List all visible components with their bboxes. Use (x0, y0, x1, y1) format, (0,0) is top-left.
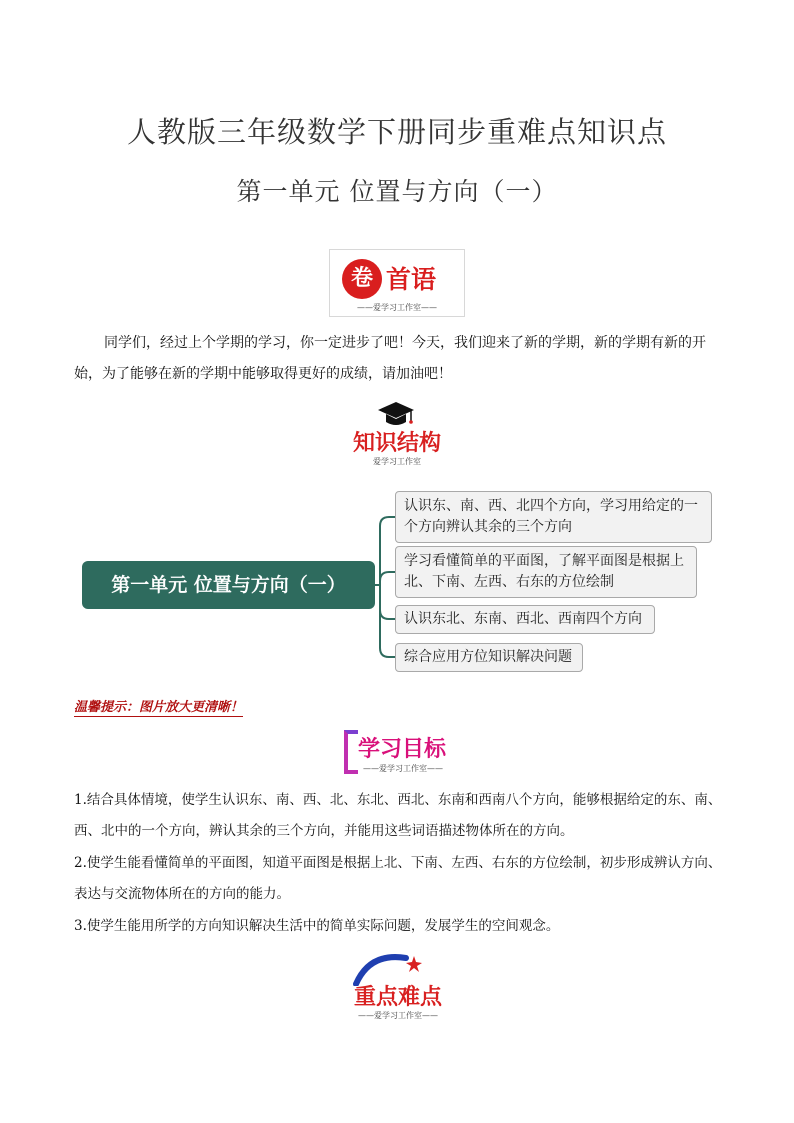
zhongdian-studio-label: ——爱学习工作室—— (358, 1011, 438, 1020)
xuexi-studio-label: ——爱学习工作室—— (363, 764, 443, 773)
xuexi-mubiao-badge (344, 730, 452, 776)
mindmap-root: 第一单元 位置与方向（一） (82, 561, 375, 609)
zhongdian-text: 重点难点 (353, 985, 442, 1010)
mindmap-node: 综合应用方位知识解决问题 (395, 643, 583, 672)
zhishi-jiegou-badge (340, 400, 454, 470)
intro-paragraph: 同学们，经过上个学期的学习，你一定进步了吧！今天，我们迎来了新的学期，新的学期有新的开始，为了能够在新的学期中能够取得更好的成绩，请加油吧！ (74, 335, 706, 382)
main-title: 人教版三年级数学下册同步重难点知识点 (126, 115, 667, 149)
zhongdian-nandian-badge (342, 950, 454, 1020)
zhishi-studio-label: 爱学习工作室 (373, 457, 421, 466)
xuexi-text: 学习目标 (358, 737, 447, 762)
goal-item: 1.结合具体情境，使学生认识东、南、西、北、东北、西北、东南和西南八个方向，能够根据给定的东、南、西、北中的一个方向，辨认其余的三个方向，并能用这些词语描述物体所在的方向。 (74, 792, 722, 839)
juan-studio-label: ——爱学习工作室—— (357, 303, 437, 312)
mindmap-node: 认识东北、东南、西北、西南四个方向 (395, 605, 655, 634)
goal-item: 2.使学生能看懂简单的平面图，知道平面图是根据上北、下南、左西、右东的方位绘制，初步形成辨认方向、表达与交流物体所在的方向的能力。 (74, 855, 722, 902)
sub-title: 第一单元 位置与方向（一） (236, 177, 558, 206)
zhishi-text: 知识结构 (352, 431, 441, 456)
zoom-tip: 温馨提示：图片放大更清晰！ (74, 696, 243, 717)
graduation-cap-icon (376, 400, 416, 428)
juan-circle: 卷 (342, 259, 382, 299)
mindmap-node: 认识东、南、西、北四个方向，学习用给定的一个方向辨认其余的三个方向 (395, 491, 712, 543)
juan-rest-text: 首语 (386, 265, 437, 294)
mindmap-node: 学习看懂简单的平面图，了解平面图是根据上北、下南、左西、右东的方位绘制 (395, 546, 697, 598)
goal-item: 3.使学生能用所学的方向知识解决生活中的简单实际问题，发展学生的空间观念。 (74, 918, 560, 934)
juanshouyu-badge (329, 249, 465, 317)
